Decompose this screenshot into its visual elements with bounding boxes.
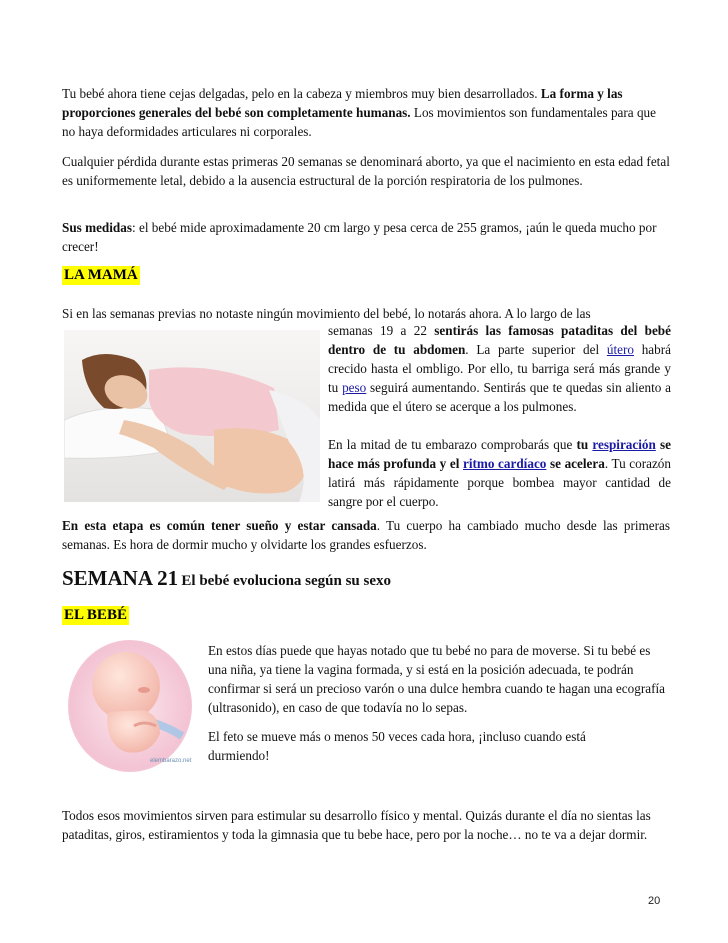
heading-el-bebe: EL BEBÉ	[64, 607, 127, 623]
paragraph-stimulate-development: Todos esos movimientos sirven para estimular su desarrollo físico y mental. Quizás durante el día no sientas las pataditas, giros, estiramientos y toda la gimnasia que tu bebe hace, pero por la noche… no te va a dejar dormir.	[62, 808, 651, 842]
paragraph-breathing: En la mitad de tu embarazo comprobarás que tu respiración se hace más profunda y el ritmo cardíaco se acelera. Tu corazón latirá más rápidamente porque bombea mayor cantidad de sangre por el cuerpo.	[328, 437, 671, 509]
page-number: 20	[648, 895, 661, 907]
link-ritmo-cardiaco[interactable]: ritmo cardíaco	[462, 456, 547, 471]
paragraph-fetus-moves: El feto se mueve más o menos 50 veces cada hora, ¡incluso cuando está durmiendo!	[208, 729, 586, 763]
heading-semana-21: SEMANA 21 El bebé evoluciona según su sexo	[62, 566, 392, 590]
paragraph-measurements: Sus medidas: el bebé mide aproximadamente 20 cm largo y pesa cerca de 255 gramos, ¡aún le queda mucho por crecer!	[62, 220, 657, 254]
paragraph-baby-features: Tu bebé ahora tiene cejas delgadas, pelo en la cabeza y miembros muy bien desarrollados. La forma y las proporciones generales del bebé son completamente humanas. Los movimientos son fundamentales para que no haya deformidades articulares ni corporales.	[62, 86, 656, 139]
fetus-watermark: elembarazo.net	[150, 758, 192, 764]
paragraph-baby-moving: En estos días puede que hayas notado que tu bebé no para de moverse. Si tu bebé es una niña, ya tiene la vagina formada, y si está en la posición adecuada, te podrán confirmar si será un precioso varón o una dulce hembra cuando te hagan una ecografía (ultrasonido), en caso de que todavía no lo sepas.	[208, 643, 665, 715]
paragraph-movement-intro: Si en las semanas previas no notaste ningún movimiento del bebé, lo notarás ahora. A lo largo de las	[62, 306, 591, 321]
heading-la-mama: LA MAMÁ	[64, 267, 138, 283]
sleeping-pregnant-woman-image	[64, 330, 320, 502]
paragraph-loss-definition: Cualquier pérdida durante estas primeras 20 semanas se denominará aborto, ya que el nacimiento en esta edad fetal es uniformemente letal, debido a la ausencia estructural de la porción respiratoria de los pulmones.	[62, 154, 670, 188]
link-respiracion[interactable]: respiración	[592, 437, 656, 452]
paragraph-kicks: semanas 19 a 22 sentirás las famosas pataditas del bebé dentro de tu abdomen. La parte superior del útero habrá crecido hasta el ombligo. Por ello, tu barriga será más grande y tu peso seguirá aumentando. Sentirás que te quedas sin aliento a medida que el útero se acerque a los pulmones.	[328, 323, 672, 414]
paragraph-tiredness: En esta etapa es común tener sueño y estar cansada. Tu cuerpo ha cambiado mucho desde las primeras semanas. Es hora de dormir mucho y olvidarte los grandes esfuerzos.	[62, 518, 670, 552]
fetus-illustration	[64, 634, 200, 776]
link-peso[interactable]: peso	[342, 380, 367, 395]
link-utero[interactable]: útero	[606, 342, 634, 357]
